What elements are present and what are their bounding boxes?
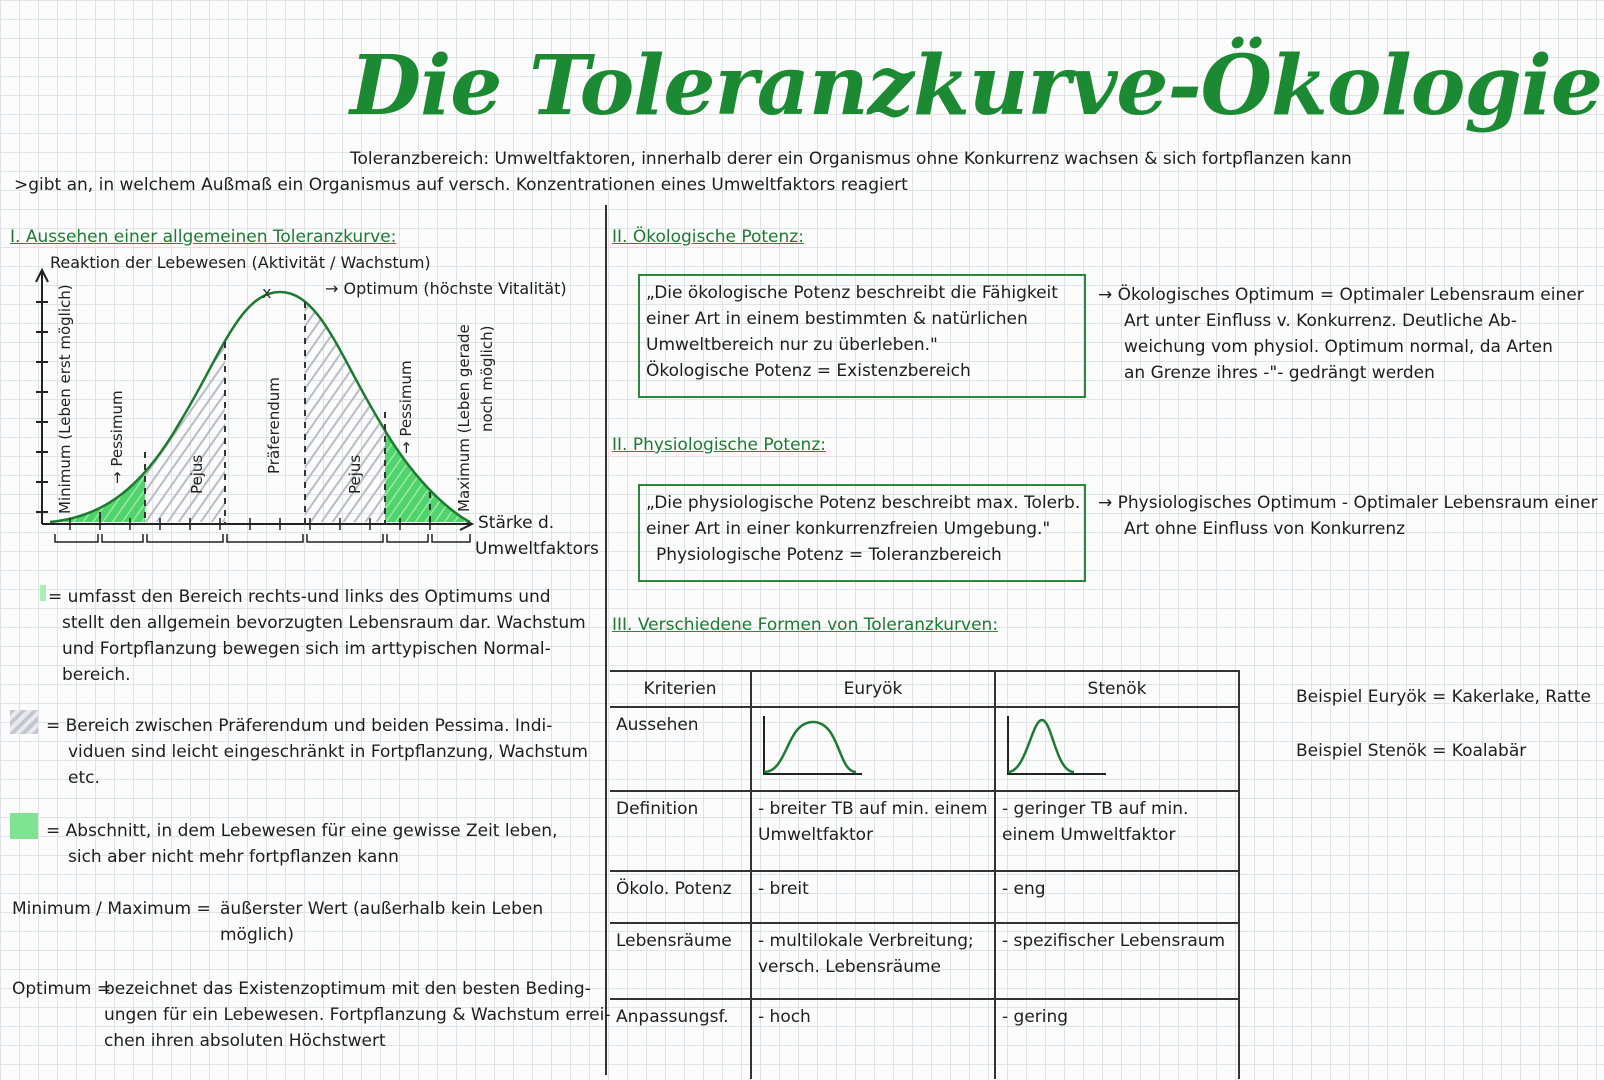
bracket-pejus-right [307,534,383,542]
oekologische-potenz-box: „Die ökologische Potenz beschreibt die Fähigkeit einer Art in einem bestimmten & natürlichen Umweltbereich nur zu überleben." Ökologische Potenz = Existenzbereich [638,274,1086,398]
subtitle-definition: Toleranzbereich: Umweltfaktoren, innerhalb derer ein Organismus ohne Konkurrenz wachsen & sich fortpflanzen kann [350,149,1352,169]
example-euryoek: Beispiel Euryök = Kakerlake, Ratte [1296,687,1591,707]
bracket-pejus-left [147,534,223,542]
section1-heading: I. Aussehen einer allgemeinen Toleranzkurve: [10,227,397,247]
pejus-left-area [145,262,225,524]
label-pejus-left: Pejus [188,454,206,494]
column-divider [605,205,607,1075]
label-pessimum-right: → Pessimum [397,360,415,454]
praeferendum-swatch [40,585,46,601]
stenoek-potenz: - eng [995,871,1239,923]
y-axis-label: Reaktion der Lebewesen (Aktivität / Wachstum) [50,253,431,272]
optimum-definition: bezeichnet das Existenzoptimum mit den besten Beding- ungen für ein Lebewesen. Fortpflanzung & Wachstum errei- chen ihren absoluten Höchstwert [104,979,611,1051]
stenoek-definition: - geringer TB auf min. einem Umweltfaktor [995,791,1239,871]
row-label-lebensraeume: Lebensräume [610,923,751,999]
section2-heading: II. Ökologische Potenz: [612,227,804,247]
euryoek-lebensraeume: - multilokale Verbreitung; versch. Lebensräume [751,923,995,999]
row-label-anpassungsf: Anpassungsf. [610,999,751,1079]
pessimum-swatch [10,813,38,839]
minmax-definition: äußerster Wert (außerhalb kein Leben möglich) [220,899,544,945]
stenoek-curve-icon [1002,712,1112,778]
label-praeferendum: Präferendum [265,377,283,474]
euryoek-potenz: - breit [751,871,995,923]
bracket-maximum [432,534,470,542]
subtitle-description: >gibt an, in welchem Außmaß ein Organismus auf versch. Konzentrationen eines Umweltfaktors reagiert [14,175,908,195]
x-axis-label-2: Umweltfaktors [475,539,599,559]
euryoek-definition: - breiter TB auf min. einem Umweltfaktor [751,791,995,871]
optimum-marker: x [262,283,272,302]
optimum-label: → Optimum (höchste Vitalität) [325,279,567,298]
legend-praeferendum: = umfasst den Bereich rechts-und links des Optimums und stellt den allgemein bevorzugten Lebensraum dar. Wachstum und Fortpflanzung bewegen sich im arttypischen Normal- bereich. [48,587,586,685]
col-header-kriterien: Kriterien [610,671,751,707]
bracket-praeferendum [227,534,303,542]
section3-heading: III. Verschiedene Formen von Toleranzkurven: [612,615,999,635]
stenoek-curve-cell [995,707,1239,791]
stenoek-lebensraeume: - spezifischer Lebensraum [995,923,1239,999]
label-pejus-right: Pejus [346,454,364,494]
euryoek-curve-cell [751,707,995,791]
label-minimum: Minimum (Leben erst möglich) [56,284,74,514]
pejus-swatch [10,710,38,734]
pejus-right-area [305,262,385,524]
oekologisches-optimum-note: → Ökologisches Optimum = Optimaler Lebensraum einer Art unter Einfluss v. Konkurrenz. Deutliche Ab- weichung vom physiol. Optimum normal, da Arten an Grenze ihres -"- gedrängt werden [1098,285,1584,383]
stenoek-anpassung: - gering [995,999,1239,1079]
row-label-aussehen: Aussehen [610,707,751,791]
legend-pejus: = Bereich zwischen Präferendum und beiden Pessima. Indi- viduen sind leicht eingeschränkt in Fortpflanzung, Wachstum etc. [46,716,588,788]
euryoek-curve-icon [758,712,868,778]
example-stenoek: Beispiel Stenök = Koalabär [1296,741,1527,761]
row-label-oekolo-potenz: Ökolo. Potenz [610,871,751,923]
page-title: Die Toleranzkurve-Ökologie [350,38,1603,134]
col-header-euryoek: Euryök [751,671,995,707]
minmax-term: Minimum / Maximum = [12,899,211,919]
legend-pessimum: = Abschnitt, in dem Lebewesen für eine gewisse Zeit leben, sich aber nicht mehr fortpflanzen kann [46,821,558,867]
x-axis-label-1: Stärke d. [478,513,555,533]
bracket-pessimum-left [102,534,143,542]
col-header-stenoek: Stenök [995,671,1239,707]
label-pessimum-left: → Pessimum [108,390,126,484]
label-maximum-1: Maximum (Leben gerade [455,324,473,512]
euryoek-anpassung: - hoch [751,999,995,1079]
toleranzkurven-table [610,670,1240,1079]
bracket-minimum [55,534,98,542]
bracket-pessimum-right [387,534,428,542]
physiologisches-optimum-note: → Physiologisches Optimum - Optimaler Lebensraum einer Art ohne Einfluss von Konkurrenz [1098,493,1598,539]
label-maximum-2: noch möglich) [478,325,496,432]
row-label-definition: Definition [610,791,751,871]
optimum-term: Optimum = [12,979,112,999]
physiologische-potenz-box: „Die physiologische Potenz beschreibt max. Tolerb. einer Art in einer konkurrenzfreien Umgebung." Physiologische Potenz = Toleranzbereich [638,484,1086,582]
section2b-heading: II. Physiologische Potenz: [612,435,826,455]
